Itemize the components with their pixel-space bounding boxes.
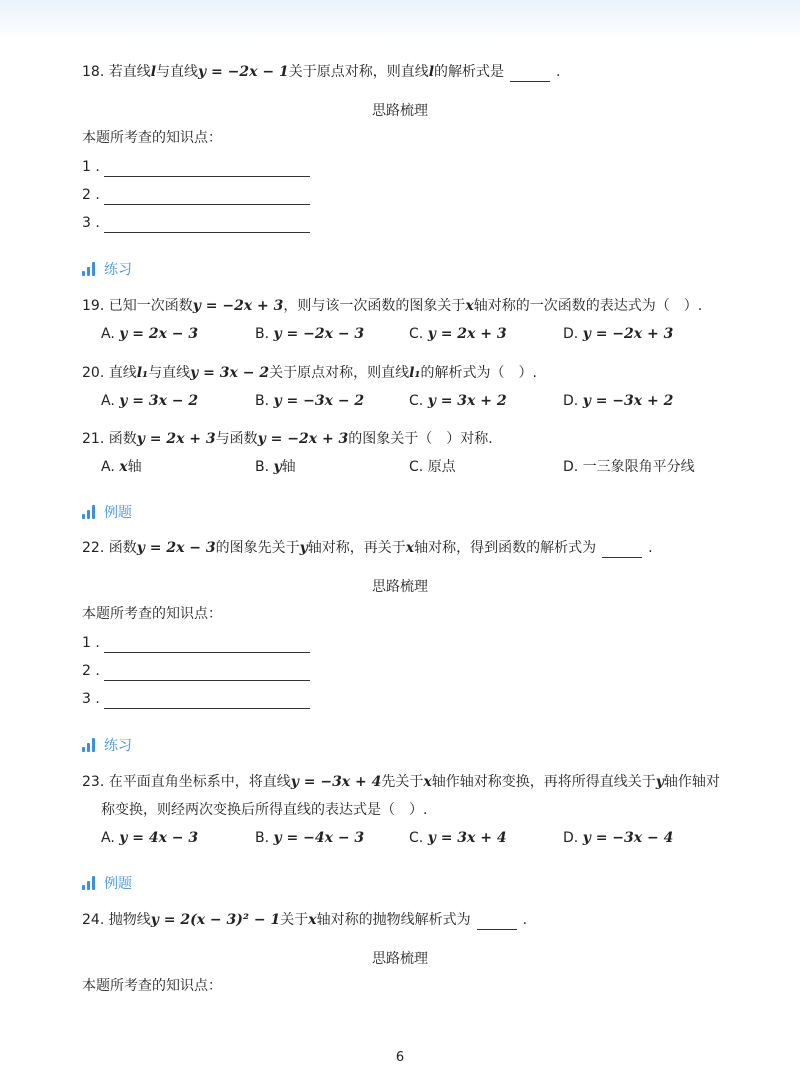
page-number: 6 <box>395 1050 405 1065</box>
option-b[interactable]: B. y = −3x − 2 <box>255 393 365 409</box>
bar-chart-icon <box>82 262 95 276</box>
question-number: 20. <box>82 365 105 381</box>
knowledge-label: 本题所考查的知识点： <box>82 130 222 146</box>
option-c[interactable]: C. y = 3x + 4 <box>409 830 507 846</box>
option-a[interactable]: A. x轴 <box>101 459 142 475</box>
question-21: 21. 函数y = 2x + 3与函数y = −2x + 3的图象关于（ ）对称. <box>82 431 493 447</box>
bar-chart-icon <box>82 738 95 752</box>
question-number: 19. <box>82 298 105 314</box>
knowledge-blank-1[interactable]: 1 . <box>82 633 310 653</box>
knowledge-label: 本题所考查的知识点： <box>82 978 222 994</box>
option-d[interactable]: D. 一三象限角平分线 <box>563 459 695 475</box>
math-var: l₁ <box>409 365 421 381</box>
knowledge-blank-3[interactable]: 3 . <box>82 213 310 233</box>
section-example: 例题 <box>82 873 132 893</box>
option-d[interactable]: D. y = −3x − 4 <box>563 830 674 846</box>
question-number: 23. <box>82 774 105 790</box>
option-b[interactable]: B. y = −4x − 3 <box>255 830 365 846</box>
math-var: l <box>150 64 157 80</box>
option-c[interactable]: C. y = 2x + 3 <box>409 326 507 342</box>
math-expr: y = −3x + 4 <box>290 774 382 790</box>
option-b[interactable]: B. y轴 <box>255 459 296 475</box>
knowledge-blank-2[interactable]: 2 . <box>82 661 310 681</box>
math-expr: y = 2(x − 3)² − 1 <box>150 912 281 928</box>
section-example: 例题 <box>82 502 132 522</box>
math-expr: y = 2x + 3 <box>136 431 216 447</box>
option-d[interactable]: D. y = −3x + 2 <box>563 393 674 409</box>
option-c[interactable]: C. y = 3x + 2 <box>409 393 507 409</box>
math-var: x <box>405 540 415 556</box>
math-var: l₁ <box>136 365 149 381</box>
section-practice: 练习 <box>82 735 132 755</box>
math-var: x <box>423 774 432 790</box>
math-var: x <box>465 298 474 314</box>
question-number: 21. <box>82 431 105 447</box>
answer-blank[interactable] <box>510 68 550 82</box>
option-a[interactable]: A. y = 4x − 3 <box>101 830 199 846</box>
question-18: 18. 若直线l与直线y = −2x − 1关于原点对称，则直线l的解析式是 . <box>82 64 561 80</box>
question-19: 19. 已知一次函数y = −2x + 3，则与该一次函数的图象关于x轴对称的一次函数的表达式为（ ）. <box>82 298 703 314</box>
math-var: l <box>428 64 435 80</box>
math-var: x <box>308 912 317 928</box>
math-expr: y = −2x + 3 <box>257 431 349 447</box>
knowledge-label: 本题所考查的知识点： <box>82 606 222 622</box>
question-22: 22. 函数y = 2x − 3的图象先关于y轴对称，再关于x轴对称，得到函数的解析式为 . <box>82 540 653 556</box>
question-number: 22. <box>82 540 105 556</box>
option-b[interactable]: B. y = −2x − 3 <box>255 326 365 342</box>
math-expr: y = 2x − 3 <box>136 540 216 556</box>
question-20: 20. 直线l₁与直线y = 3x − 2关于原点对称，则直线l₁的解析式为（ ）. <box>82 365 537 381</box>
knowledge-blank-2[interactable]: 2 . <box>82 185 310 205</box>
option-c[interactable]: C. 原点 <box>409 459 456 475</box>
question-23-line-2: 称变换，则经两次变换后所得直线的表达式是（ ）. <box>101 802 428 818</box>
bar-chart-icon <box>82 876 95 890</box>
math-expr: y = 3x − 2 <box>190 365 270 381</box>
thinking-title: 思路梳理 <box>372 579 428 595</box>
option-d[interactable]: D. y = −2x + 3 <box>563 326 674 342</box>
math-var: y <box>655 774 664 790</box>
answer-blank[interactable] <box>602 544 642 558</box>
thinking-title: 思路梳理 <box>372 951 428 967</box>
thinking-title: 思路梳理 <box>372 103 428 119</box>
question-number: 18. <box>82 64 105 80</box>
answer-blank[interactable] <box>477 916 517 930</box>
option-a[interactable]: A. y = 3x − 2 <box>101 393 199 409</box>
question-24: 24. 抛物线y = 2(x − 3)² − 1关于x轴对称的抛物线解析式为 . <box>82 912 528 928</box>
question-number: 24. <box>82 912 105 928</box>
bar-chart-icon <box>82 505 95 519</box>
question-23: 23. 在平面直角坐标系中，将直线y = −3x + 4先关于x轴作轴对称变换，再将所得直线关于y轴作轴对 <box>82 774 720 790</box>
math-expr: y = −2x + 3 <box>192 298 284 314</box>
section-practice: 练习 <box>82 259 132 279</box>
math-expr: y = −2x − 1 <box>198 64 289 80</box>
knowledge-blank-3[interactable]: 3 . <box>82 689 310 709</box>
option-a[interactable]: A. y = 2x − 3 <box>101 326 199 342</box>
header-band <box>0 0 800 40</box>
math-var: y <box>299 540 308 556</box>
knowledge-blank-1[interactable]: 1 . <box>82 157 310 177</box>
